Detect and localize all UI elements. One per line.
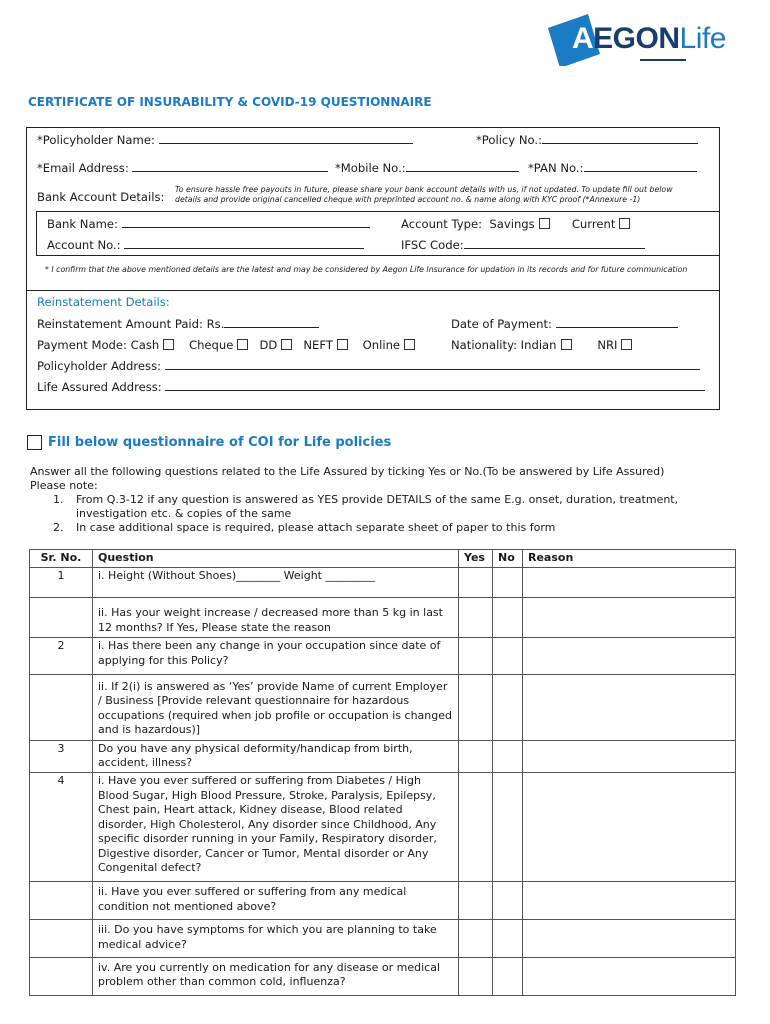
page-title: CERTIFICATE OF INSURABILITY & COVID-19 QUESTIONNAIRE xyxy=(28,95,432,109)
header-yes: Yes xyxy=(459,550,493,568)
row-sr xyxy=(30,598,93,638)
life-assured-address-label: Life Assured Address: xyxy=(37,380,162,394)
instructions-line2: Please note: xyxy=(30,479,98,492)
dd-checkbox[interactable] xyxy=(281,339,292,350)
savings-label: Savings xyxy=(489,217,535,231)
policy-no-field[interactable] xyxy=(476,133,698,147)
mobile-field[interactable] xyxy=(335,161,519,175)
online-checkbox[interactable] xyxy=(404,339,415,350)
row-question: iii. Do you have symptoms for which you are planning to take medical advice? xyxy=(93,920,459,958)
row-question: ii. Have you ever suffered or suffering from any medical condition not mentioned above? xyxy=(93,882,459,920)
yes-cell[interactable] xyxy=(459,882,493,920)
email-label: *Email Address: xyxy=(37,161,129,175)
policyholder-name-label: *Policyholder Name: xyxy=(37,133,155,147)
indian-checkbox[interactable] xyxy=(561,339,572,350)
details-divider xyxy=(26,290,720,291)
reason-cell[interactable] xyxy=(523,598,736,638)
dd-label: DD xyxy=(259,338,278,352)
email-field[interactable] xyxy=(37,161,328,175)
table-row xyxy=(30,920,736,958)
yes-cell[interactable] xyxy=(459,740,493,773)
policyholder-address-label: Policyholder Address: xyxy=(37,359,162,373)
yes-cell[interactable] xyxy=(459,568,493,598)
no-cell[interactable] xyxy=(493,638,523,675)
instruction-item-1a: From Q.3-12 if any question is answered as YES provide DETAILS of the same E.g. onset, duration, treatment, xyxy=(76,493,679,506)
table-row xyxy=(30,638,736,675)
table-row xyxy=(30,740,736,773)
yes-cell[interactable] xyxy=(459,598,493,638)
row-question: ii. Has your weight increase / decreased more than 5 kg in last 12 months? If Yes, Please state the reason xyxy=(93,598,459,638)
instruction-number-2: 2. xyxy=(53,521,64,534)
neft-checkbox[interactable] xyxy=(337,339,348,350)
date-of-payment-label: Date of Payment: xyxy=(451,317,552,331)
yes-cell[interactable] xyxy=(459,920,493,958)
cheque-label: Cheque xyxy=(188,338,234,352)
instructions-line1: Answer all the following questions related to the Life Assured by ticking Yes or No.(To be answered by Life Assured) xyxy=(30,465,665,478)
instruction-number-1: 1. xyxy=(53,493,64,506)
header-no: No xyxy=(493,550,523,568)
yes-cell[interactable] xyxy=(459,675,493,741)
table-row xyxy=(30,568,736,598)
row-sr: 4 xyxy=(30,773,93,882)
table-row xyxy=(30,957,736,995)
reason-cell[interactable] xyxy=(523,568,736,598)
row-question: i. Height (Without Shoes)________ Weight _________ xyxy=(93,568,459,598)
header-reason: Reason xyxy=(523,550,736,568)
nri-checkbox[interactable] xyxy=(621,339,632,350)
bank-details-label: Bank Account Details: xyxy=(37,190,165,204)
payment-mode-group xyxy=(37,338,415,352)
row-sr xyxy=(30,675,93,741)
account-no-field[interactable] xyxy=(47,238,364,252)
row-question: Do you have any physical deformity/handicap from birth, accident, illness? xyxy=(93,740,459,773)
no-cell[interactable] xyxy=(493,882,523,920)
row-sr: 2 xyxy=(30,638,93,675)
ifsc-label: IFSC Code: xyxy=(401,238,464,252)
no-cell[interactable] xyxy=(493,773,523,882)
instruction-item-1b: investigation etc. & copies of the same xyxy=(76,507,292,520)
policyholder-name-field[interactable] xyxy=(37,133,413,147)
table-row xyxy=(30,773,736,882)
no-cell[interactable] xyxy=(493,920,523,958)
policyholder-address-field[interactable] xyxy=(37,359,700,373)
reason-cell[interactable] xyxy=(523,773,736,882)
yes-cell[interactable] xyxy=(459,638,493,675)
savings-checkbox[interactable] xyxy=(539,218,550,229)
yes-cell[interactable] xyxy=(459,957,493,995)
account-type-field xyxy=(401,217,630,231)
reinstatement-heading: Reinstatement Details: xyxy=(37,295,170,309)
questionnaire-table xyxy=(29,549,736,996)
header-sr: Sr. No. xyxy=(30,550,93,568)
row-question: ii. If 2(i) is answered as ‘Yes’ provide Name of current Employer / Business [Provide relevant questionnaire for hazardous occupations (required when job profile or occupation is changed and is hazardous)] xyxy=(93,675,459,741)
logo-wordmark: AEGONLife xyxy=(572,22,726,55)
header-question: Question xyxy=(93,550,459,568)
bank-name-field[interactable] xyxy=(47,217,370,231)
reason-cell[interactable] xyxy=(523,957,736,995)
online-label: Online xyxy=(362,338,401,352)
coi-checkbox[interactable] xyxy=(27,435,42,450)
table-row xyxy=(30,598,736,638)
pan-field[interactable] xyxy=(528,161,697,175)
life-assured-address-field[interactable] xyxy=(37,380,705,394)
row-question: iv. Are you currently on medication for any disease or medical problem other than common cold, influenza? xyxy=(93,957,459,995)
reason-cell[interactable] xyxy=(523,675,736,741)
nri-label: NRI xyxy=(597,338,618,352)
account-type-label: Account Type: xyxy=(401,217,483,231)
current-label: Current xyxy=(571,217,616,231)
instruction-item-2: In case additional space is required, please attach separate sheet of paper to this form xyxy=(76,521,556,534)
row-question: i. Have you ever suffered or suffering from Diabetes / High Blood Sugar, High Blood Pressure, Stroke, Paralysis, Epilepsy, Chest pain, Heart attack, Kidney disease, Blood related disorder, High Cholesterol, Any disorder since Childhood, Any specific disorder running in your Family, Respiratory disorder, Digestive disorder, Cancer or Tumor, Mental disorder or Any Congenital defect? xyxy=(93,773,459,882)
account-no-label: Account No.: xyxy=(47,238,121,252)
cash-checkbox[interactable] xyxy=(163,339,174,350)
reinstatement-amount-label: Reinstatement Amount Paid: Rs. xyxy=(37,317,225,331)
nationality-label: Nationality: Indian xyxy=(451,338,557,352)
reason-cell[interactable] xyxy=(523,740,736,773)
date-of-payment-field[interactable] xyxy=(451,317,678,331)
row-sr xyxy=(30,882,93,920)
policy-no-label: *Policy No.: xyxy=(476,133,542,147)
payment-mode-label: Payment Mode: Cash xyxy=(37,338,160,352)
pan-label: *PAN No.: xyxy=(528,161,584,175)
confirm-note: * I confirm that the above mentioned details are the latest and may be considered by Aegon Life Insurance for updation in its records and for future communication xyxy=(45,265,688,274)
no-cell[interactable] xyxy=(493,675,523,741)
table-row xyxy=(30,675,736,741)
row-sr: 1 xyxy=(30,568,93,598)
reinstatement-amount-field[interactable] xyxy=(37,317,319,331)
yes-cell[interactable] xyxy=(459,773,493,882)
neft-label: NEFT xyxy=(303,338,333,352)
cheque-checkbox[interactable] xyxy=(237,339,248,350)
row-sr: 3 xyxy=(30,740,93,773)
reason-cell[interactable] xyxy=(523,882,736,920)
no-cell[interactable] xyxy=(493,598,523,638)
current-checkbox[interactable] xyxy=(619,218,630,229)
bank-name-label: Bank Name: xyxy=(47,217,118,231)
no-cell[interactable] xyxy=(493,568,523,598)
mobile-label: *Mobile No.: xyxy=(335,161,406,175)
nationality-group xyxy=(451,338,632,352)
row-sr xyxy=(30,920,93,958)
coi-heading: Fill below questionnaire of COI for Life policies xyxy=(48,435,392,450)
row-sr xyxy=(30,957,93,995)
row-question: i. Has there been any change in your occupation since date of applying for this Policy? xyxy=(93,638,459,675)
reason-cell[interactable] xyxy=(523,638,736,675)
table-header-row xyxy=(30,550,736,568)
reason-cell[interactable] xyxy=(523,920,736,958)
no-cell[interactable] xyxy=(493,740,523,773)
table-row xyxy=(30,882,736,920)
bank-note: To ensure hassle free payouts in future, please share your bank account details with us, if not updated. To update fill out below details and provide original cancelled cheque with preprinted account no. & name along with KYC proof (*Annexure -1) xyxy=(175,185,673,204)
logo-underline xyxy=(640,59,686,61)
no-cell[interactable] xyxy=(493,957,523,995)
ifsc-field[interactable] xyxy=(401,238,645,252)
